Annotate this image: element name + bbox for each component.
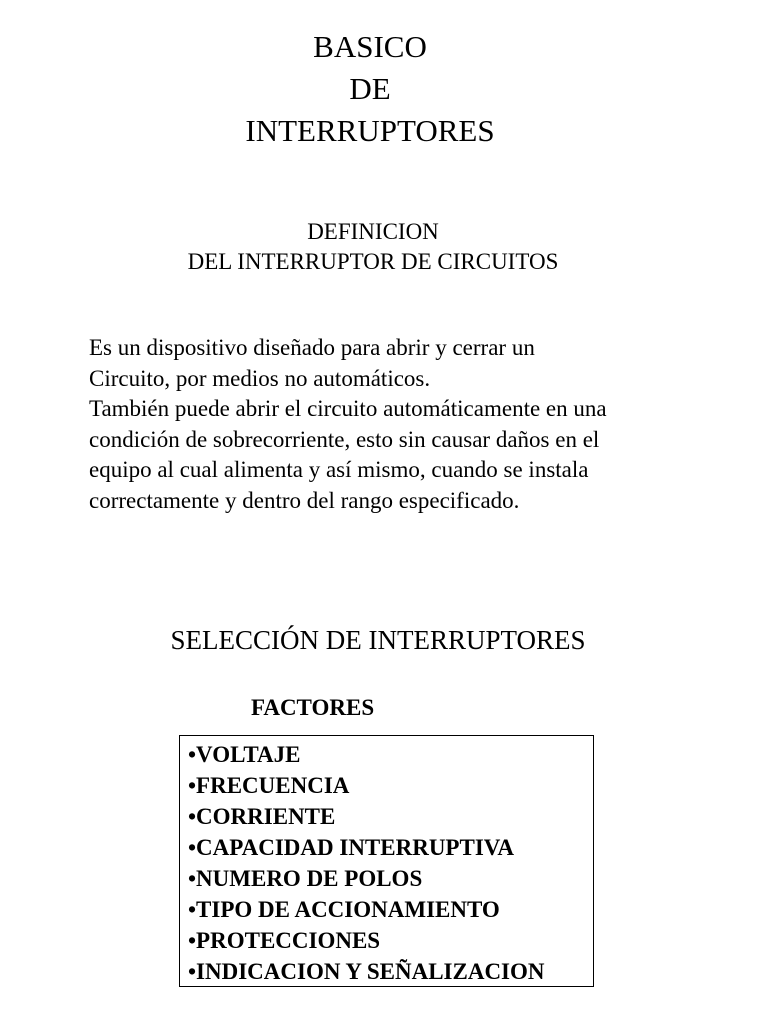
definition-line: equipo al cual alimenta y así mismo, cuando se instala (89, 457, 589, 482)
definition-line: condición de sobrecorriente, esto sin causar daños en el (89, 426, 600, 452)
factor-item: •NUMERO DE POLOS (188, 866, 423, 891)
definition-line: Circuito, por medios no automáticos. (89, 365, 431, 391)
factor-item: •INDICACION Y SEÑALIZACION (188, 959, 545, 984)
factor-item: •TIPO DE ACCIONAMIENTO (188, 897, 500, 922)
factor-item: •VOLTAJE (188, 742, 301, 767)
factor-item: •CORRIENTE (188, 804, 336, 829)
factor-item: •PROTECCIONES (188, 928, 381, 953)
definition-paragraph (89, 333, 749, 516)
title-line-3: INTERRUPTORES (245, 113, 495, 148)
definition-heading-line-1: DEFINICION (307, 219, 439, 244)
factors-list-box (179, 735, 594, 987)
definition-line: Es un dispositivo diseñado para abrir y cerrar un (89, 335, 535, 360)
factor-item: •CAPACIDAD INTERRUPTIVA (188, 835, 515, 860)
definition-heading (0, 217, 746, 277)
definition-line: También puede abrir el circuito automáticamente en una (89, 396, 607, 421)
title-line-1: BASICO (313, 29, 427, 64)
title-line-2: DE (349, 71, 391, 106)
factor-item: •FRECUENCIA (188, 773, 350, 798)
definition-line: correctamente y dentro del rango especificado. (89, 487, 520, 513)
selection-heading: SELECCIÓN DE INTERRUPTORES (170, 625, 586, 655)
page-title (0, 26, 740, 152)
definition-heading-line-2: DEL INTERRUPTOR DE CIRCUITOS (187, 249, 559, 274)
factors-heading: FACTORES (251, 695, 375, 720)
